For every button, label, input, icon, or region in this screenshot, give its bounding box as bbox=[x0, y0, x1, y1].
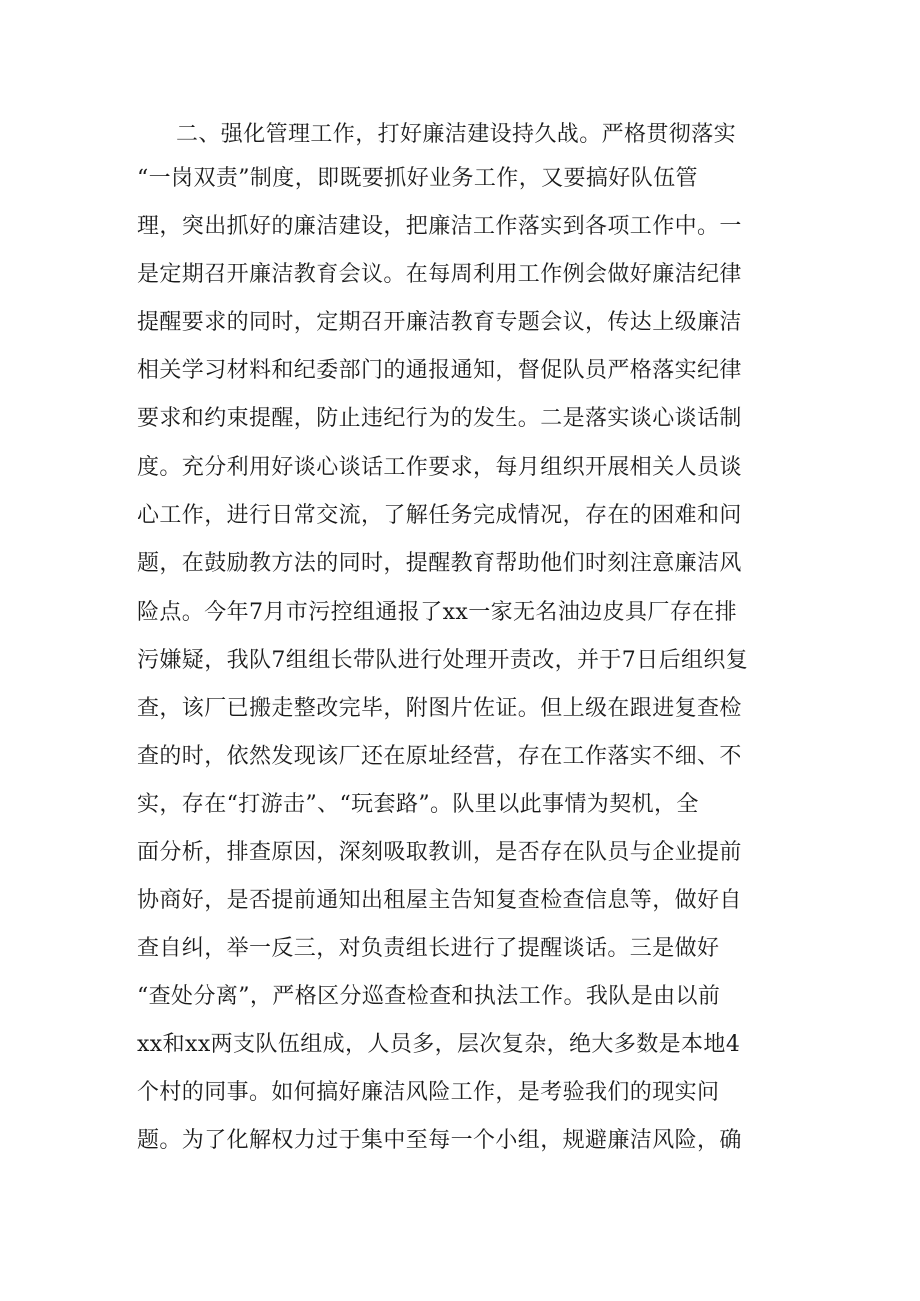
paragraph-line: 险点。今年7月市污控组通报了xx一家无名油边皮具厂存在排 bbox=[137, 600, 738, 625]
paragraph-line: 个村的同事。如何搞好廉洁风险工作，是考验我们的现实问 bbox=[137, 1080, 720, 1105]
paragraph-line: 相关学习材料和纪委部门的通报通知，督促队员严格落实纪律 bbox=[137, 358, 742, 383]
paragraph-line: 面分析，排查原因，深刻吸取教训，是否存在队员与企业提前 bbox=[137, 840, 742, 865]
paragraph-line: 心工作，进行日常交流，了解任务完成情况，存在的困难和问 bbox=[137, 503, 742, 528]
paragraph-line: 理，突出抓好的廉洁建设，把廉洁工作落实到各项工作中。一 bbox=[137, 214, 742, 239]
paragraph-line: 查自纠，举一反三，对负责组长进行了提醒谈话。三是做好 bbox=[137, 936, 720, 961]
paragraph-line: 协商好，是否提前通知出租屋主告知复查检查信息等，做好自 bbox=[137, 888, 742, 913]
paragraph-line: xx和xx两支队伍组成，人员多，层次复杂，绝大多数是本地4 bbox=[137, 1032, 741, 1057]
paragraph-line: 实，存在“打游击”、“玩套路”。队里以此事情为契机，全 bbox=[137, 792, 699, 817]
paragraph-line: 查，该厂已搬走整改完毕，附图片佐证。但上级在跟进复查检 bbox=[137, 696, 742, 721]
paragraph-line: “查处分离”，严格区分巡查检查和执法工作。我队是由以前 bbox=[137, 984, 721, 1009]
paragraph-line: 二、强化管理工作，打好廉洁建设持久战。严格贯彻落实 bbox=[176, 122, 737, 147]
paragraph-line: 污嫌疑，我队7组组长带队进行处理开责改，并于7日后组织复 bbox=[137, 648, 749, 673]
paragraph-line: 是定期召开廉洁教育会议。在每周利用工作例会做好廉洁纪律 bbox=[137, 262, 742, 287]
paragraph-line: 查的时，依然发现该厂还在原址经营，存在工作落实不细、不 bbox=[137, 744, 742, 769]
paragraph-line: 题，在鼓励教方法的同时，提醒教育帮助他们时刻注意廉洁风 bbox=[137, 551, 742, 576]
paragraph-line: 度。充分利用好谈心谈话工作要求，每月组织开展相关人员谈 bbox=[137, 455, 742, 480]
paragraph-line: 提醒要求的同时，定期召开廉洁教育专题会议，传达上级廉洁 bbox=[137, 310, 742, 335]
paragraph-line: “一岗双责”制度，即既要抓好业务工作，又要搞好队伍管 bbox=[137, 166, 698, 191]
paragraph-line: 要求和约束提醒，防止违纪行为的发生。二是落实谈心谈话制 bbox=[137, 406, 742, 431]
paragraph-line: 题。为了化解权力过于集中至每一个小组，规避廉洁风险，确 bbox=[137, 1128, 742, 1153]
